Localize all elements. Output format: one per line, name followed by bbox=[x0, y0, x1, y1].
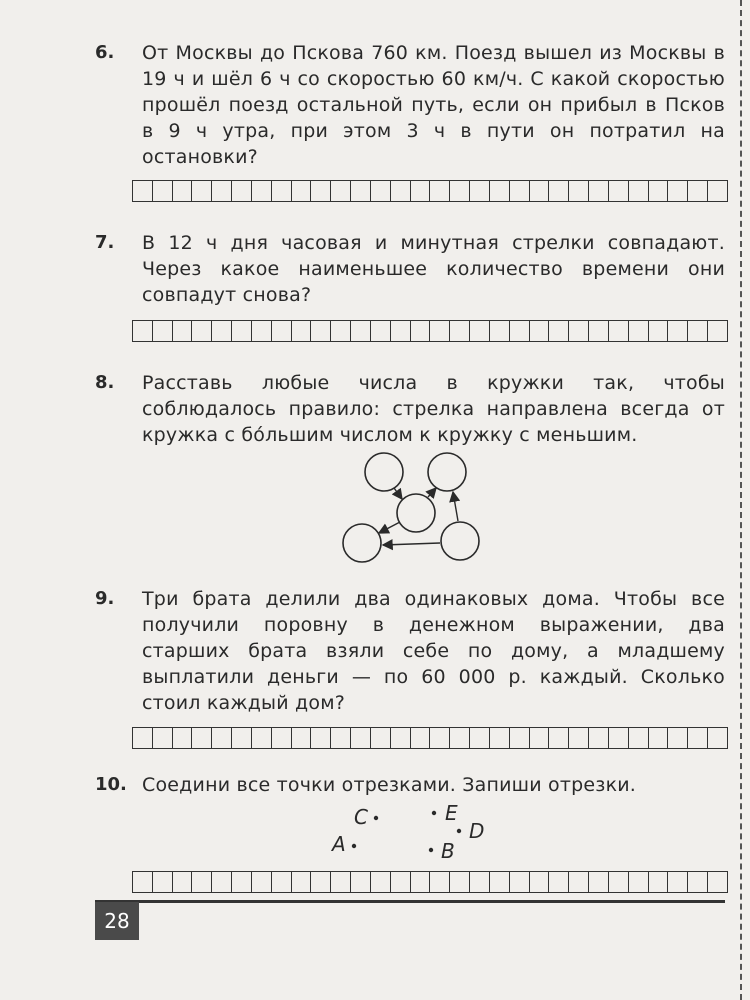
grid-cell[interactable] bbox=[649, 872, 669, 892]
circle-bottom-left[interactable] bbox=[343, 524, 381, 562]
arrow-center-to-tr bbox=[428, 488, 436, 497]
grid-cell[interactable] bbox=[371, 728, 391, 748]
grid-cell[interactable] bbox=[569, 728, 589, 748]
grid-cell[interactable] bbox=[133, 872, 153, 892]
point-a[interactable] bbox=[352, 844, 356, 848]
point-label-d: D bbox=[469, 819, 485, 843]
task-9 bbox=[95, 586, 735, 716]
grid-cell[interactable] bbox=[708, 728, 727, 748]
circle-bottom-right[interactable] bbox=[441, 522, 479, 560]
point-c[interactable] bbox=[374, 816, 378, 820]
point-label-b: B bbox=[441, 839, 455, 863]
grid-cell[interactable] bbox=[530, 728, 550, 748]
grid-cell[interactable] bbox=[133, 728, 153, 748]
grid-cell[interactable] bbox=[688, 872, 708, 892]
grid-cell[interactable] bbox=[470, 872, 490, 892]
grid-cell[interactable] bbox=[450, 728, 470, 748]
grid-cell[interactable] bbox=[668, 728, 688, 748]
grid-cell[interactable] bbox=[153, 872, 173, 892]
answer-grid-10[interactable] bbox=[132, 871, 728, 893]
grid-cell[interactable] bbox=[589, 872, 609, 892]
grid-cell[interactable] bbox=[212, 872, 232, 892]
grid-cell[interactable] bbox=[252, 728, 272, 748]
grid-cell[interactable] bbox=[609, 728, 629, 748]
grid-cell[interactable] bbox=[192, 728, 212, 748]
grid-cell[interactable] bbox=[649, 728, 669, 748]
grid-cell[interactable] bbox=[272, 728, 292, 748]
circle-center[interactable] bbox=[397, 494, 435, 532]
arrow-br-to-bl bbox=[383, 543, 440, 545]
grid-cell[interactable] bbox=[470, 728, 490, 748]
task-number: 9. bbox=[95, 588, 115, 609]
task-text: В 12 ч дня часовая и минутная стрелки совпадают. Через какое наименьшее количество времени они совпадут снова? bbox=[142, 232, 725, 306]
task-number: 8. bbox=[95, 372, 115, 393]
grid-cell[interactable] bbox=[629, 872, 649, 892]
point-b[interactable] bbox=[429, 848, 433, 852]
answer-grid-9[interactable] bbox=[132, 727, 728, 749]
grid-cell[interactable] bbox=[292, 872, 312, 892]
point-label-c: C bbox=[354, 805, 368, 829]
grid-cell[interactable] bbox=[292, 728, 312, 748]
point-e[interactable] bbox=[432, 811, 436, 815]
grid-cell[interactable] bbox=[411, 872, 431, 892]
grid-cell[interactable] bbox=[311, 728, 331, 748]
point-label-a: A bbox=[332, 832, 346, 856]
task-text: Соедини все точки отрезками. Запиши отрезки. bbox=[142, 774, 637, 796]
point-label-e: E bbox=[445, 801, 458, 825]
grid-cell[interactable] bbox=[490, 728, 510, 748]
task-number: 6. bbox=[95, 42, 115, 63]
task-number: 7. bbox=[95, 232, 115, 253]
grid-cell[interactable] bbox=[331, 872, 351, 892]
grid-cell[interactable] bbox=[549, 728, 569, 748]
point-d[interactable] bbox=[457, 829, 461, 833]
grid-cell[interactable] bbox=[490, 872, 510, 892]
grid-cell[interactable] bbox=[391, 728, 411, 748]
grid-cell[interactable] bbox=[252, 872, 272, 892]
grid-cell[interactable] bbox=[510, 872, 530, 892]
arrow-center-to-bl bbox=[379, 522, 400, 533]
grid-cell[interactable] bbox=[430, 728, 450, 748]
grid-cell[interactable] bbox=[173, 872, 193, 892]
grid-cell[interactable] bbox=[609, 872, 629, 892]
grid-cell[interactable] bbox=[173, 728, 193, 748]
grid-cell[interactable] bbox=[272, 872, 292, 892]
task-text: Расставь любые числа в кружки так, чтобы соблюдалось правило: стрелка направлена всегда от кружка с бо́льшим числом к кружку с меньшим. bbox=[142, 372, 725, 446]
circle-top-right[interactable] bbox=[428, 453, 466, 491]
grid-cell[interactable] bbox=[549, 872, 569, 892]
task-10 bbox=[95, 772, 735, 802]
grid-cell[interactable] bbox=[430, 872, 450, 892]
grid-cell[interactable] bbox=[530, 872, 550, 892]
task-text: Три брата делили два одинаковых дома. Чтобы все получили поровну в денежном выражении, два старших брата взяли себе по дому, а младшему выплатили деньги — по 60 000 р. каждый. Сколько стоил каждый дом? bbox=[142, 588, 725, 714]
grid-cell[interactable] bbox=[629, 728, 649, 748]
grid-cell[interactable] bbox=[589, 728, 609, 748]
grid-cell[interactable] bbox=[331, 728, 351, 748]
grid-cell[interactable] bbox=[450, 872, 470, 892]
footer-rule bbox=[95, 900, 725, 903]
grid-cell[interactable] bbox=[311, 872, 331, 892]
grid-cell[interactable] bbox=[232, 728, 252, 748]
grid-cell[interactable] bbox=[510, 728, 530, 748]
task-text: От Москвы до Пскова 760 км. Поезд вышел из Москвы в 19 ч и шёл 6 ч со скоростью 60 км/ч. С какой скоростью прошёл поезд остальной путь, если он прибыл в Псков в 9 ч утра, при этом 3 ч в пути он потратил на остановки? bbox=[142, 42, 725, 168]
circle-top-left[interactable] bbox=[365, 453, 403, 491]
grid-cell[interactable] bbox=[371, 872, 391, 892]
grid-cell[interactable] bbox=[351, 872, 371, 892]
page-number: 28 bbox=[95, 902, 139, 940]
grid-cell[interactable] bbox=[351, 728, 371, 748]
grid-cell[interactable] bbox=[668, 872, 688, 892]
grid-cell[interactable] bbox=[192, 872, 212, 892]
grid-cell[interactable] bbox=[232, 872, 252, 892]
grid-cell[interactable] bbox=[411, 728, 431, 748]
grid-cell[interactable] bbox=[708, 872, 727, 892]
grid-cell[interactable] bbox=[212, 728, 232, 748]
grid-cell[interactable] bbox=[153, 728, 173, 748]
grid-cell[interactable] bbox=[688, 728, 708, 748]
grid-cell[interactable] bbox=[391, 872, 411, 892]
task-number: 10. bbox=[95, 774, 127, 795]
arrow-tl-to-center bbox=[394, 488, 402, 499]
grid-cell[interactable] bbox=[569, 872, 589, 892]
arrow-br-to-tr bbox=[453, 492, 458, 521]
